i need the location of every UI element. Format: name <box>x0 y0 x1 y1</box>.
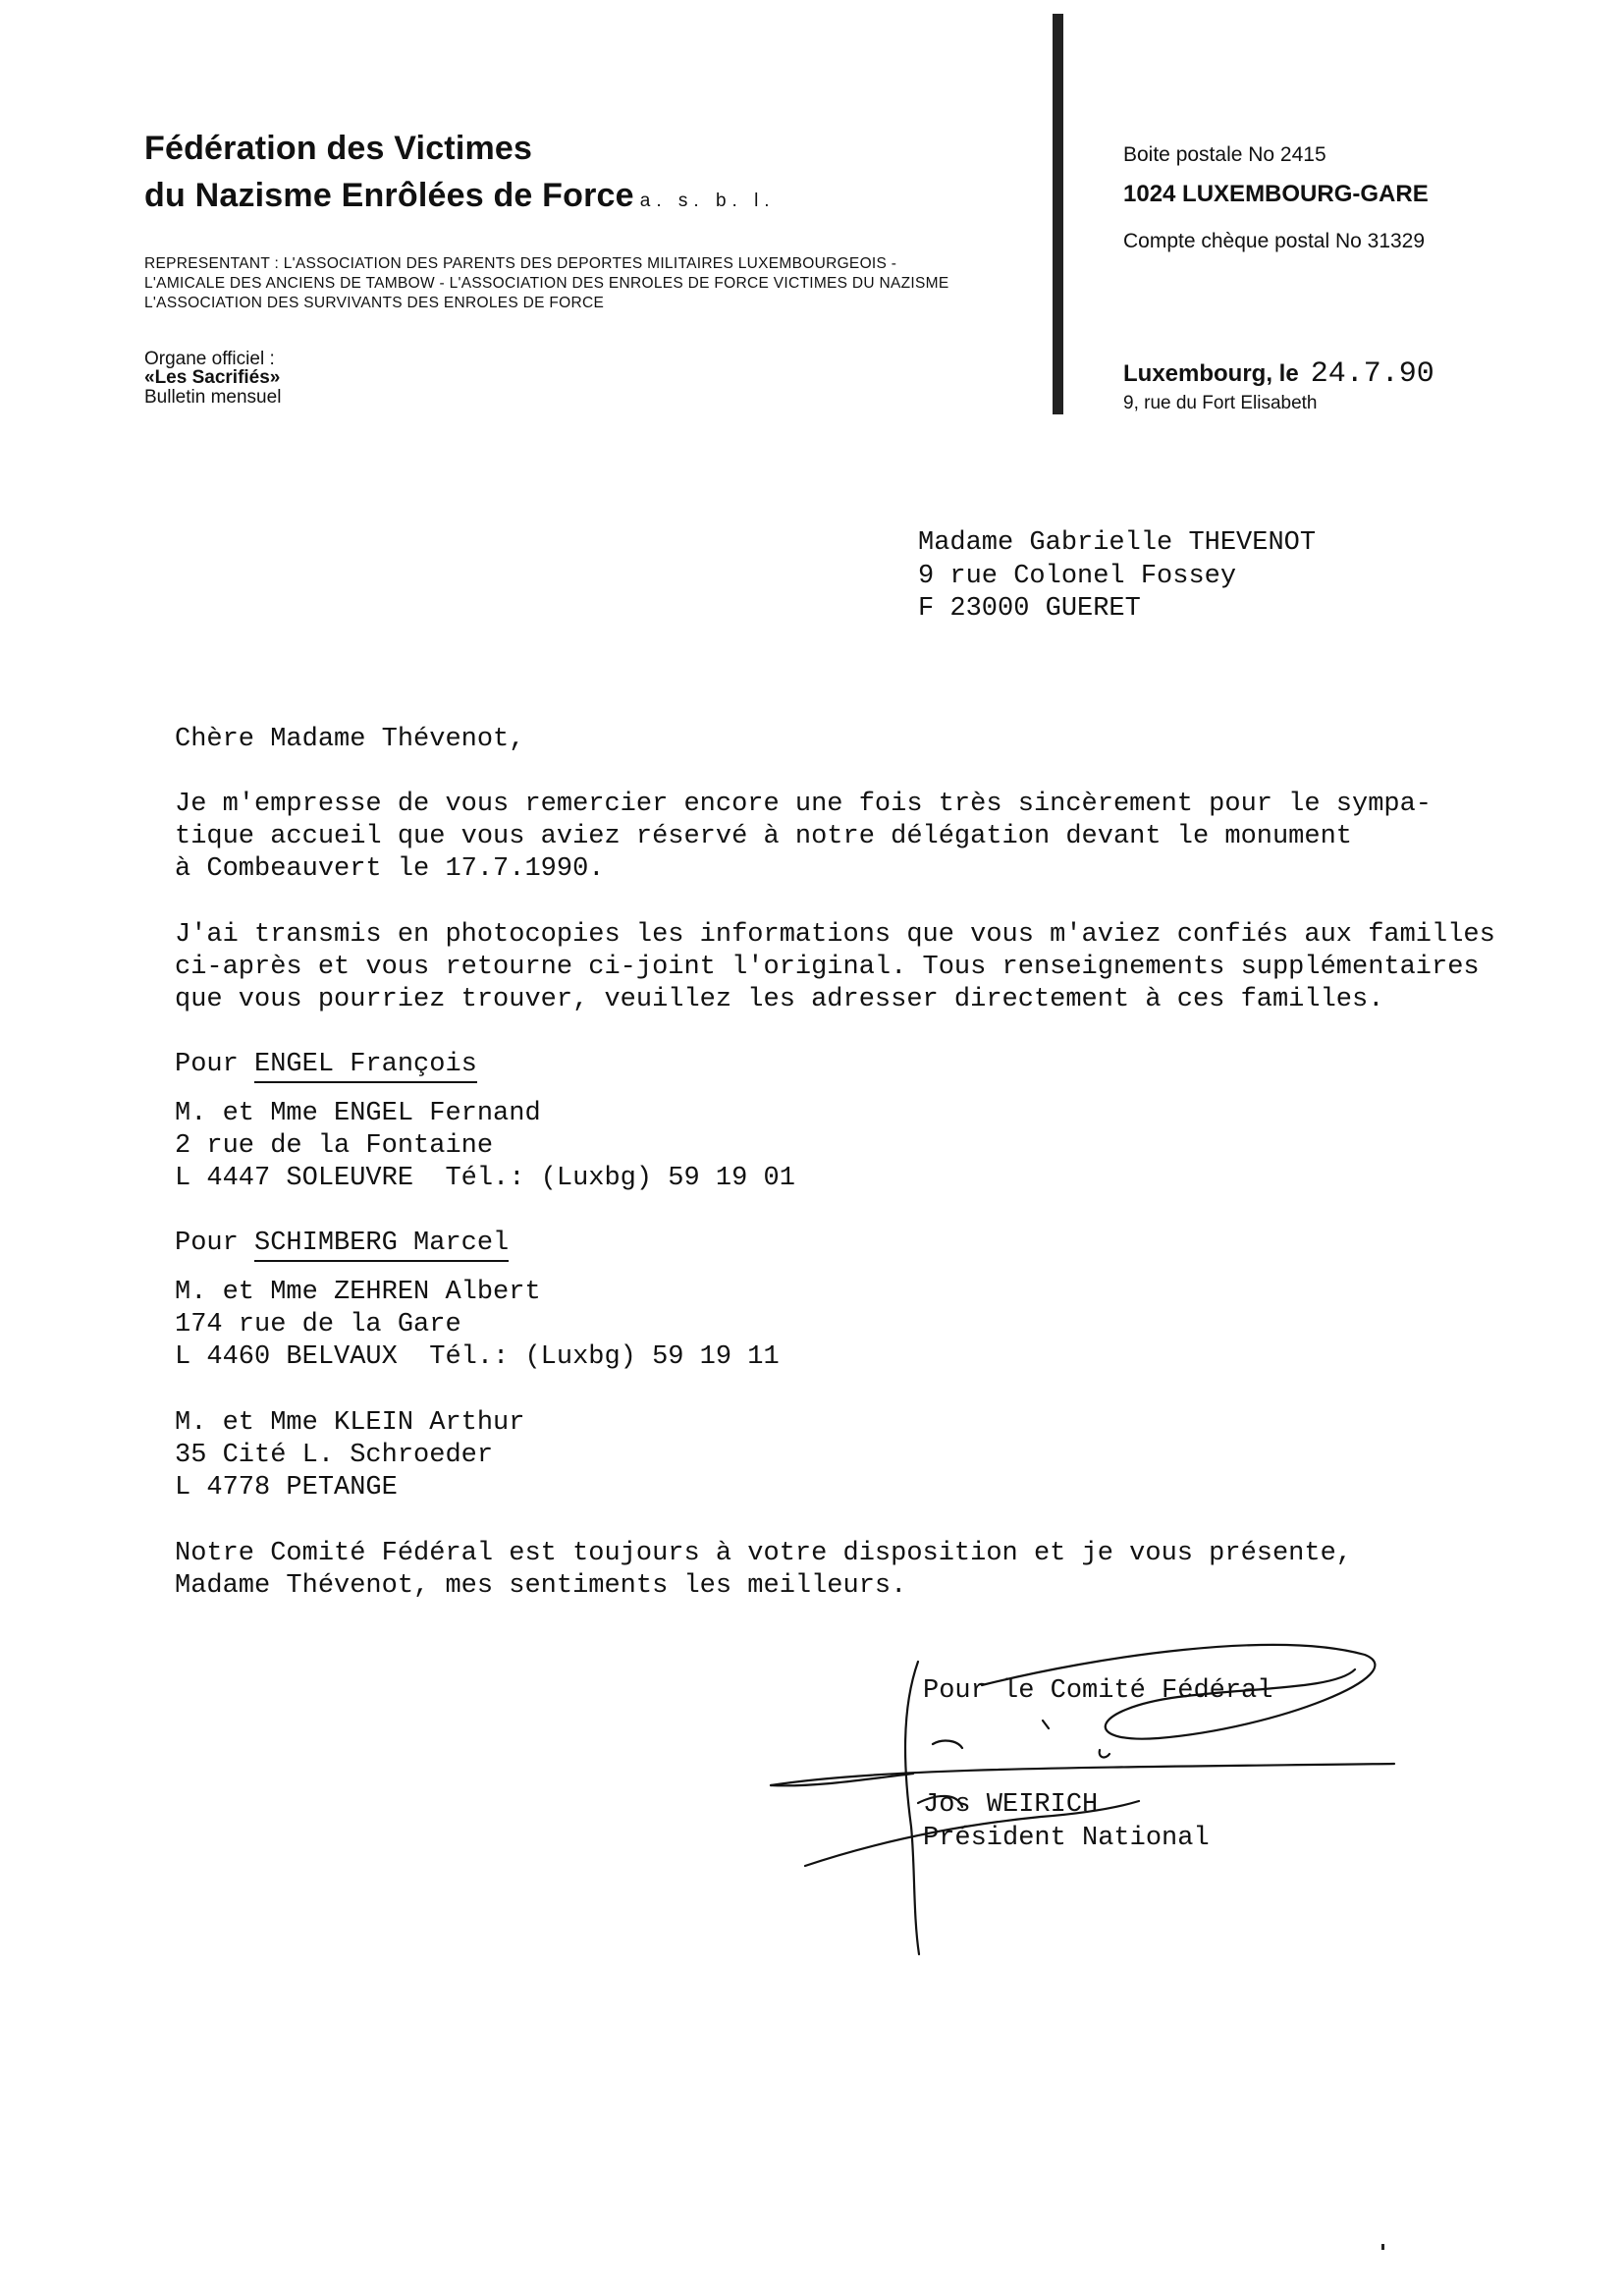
family1-line3: L 4447 SOLEUVRE Tél.: (Luxbg) 59 19 01 <box>175 1164 795 1193</box>
family1-line1: M. et Mme ENGEL Fernand <box>175 1099 541 1128</box>
person-1: ENGEL François <box>254 1050 477 1083</box>
paragraph2-line3: que vous pourriez trouver, veuillez les adresser directement à ces familles. <box>175 985 1384 1014</box>
po-city: 1024 LUXEMBOURG-GARE <box>1123 181 1429 207</box>
organe-name: «Les Sacrifiés» <box>144 367 281 388</box>
office-street: 9, rue du Fort Elisabeth <box>1123 393 1318 413</box>
organe-label: Organe officiel : <box>144 349 275 369</box>
salutation: Chère Madame Thévenot, <box>175 725 525 754</box>
family1-line2: 2 rue de la Fontaine <box>175 1131 494 1161</box>
organization-name-line1: Fédération des Victimes <box>144 130 533 167</box>
representation-line1: REPRESENTANT : L'ASSOCIATION DES PARENTS DES DEPORTES MILITAIRES LUXEMBOURGEOIS - <box>144 255 897 272</box>
representation-line2: L'AMICALE DES ANCIENS DE TAMBOW - L'ASSOCIATION DES ENROLES DE FORCE VICTIMES DU NAZISME <box>144 275 949 292</box>
organization-name-line2-text: du Nazisme Enrôlées de Force <box>144 177 634 214</box>
closing-line2: Madame Thévenot, mes sentiments les meilleurs. <box>175 1571 907 1601</box>
paragraph1-line1: Je m'empresse de vous remercier encore une fois très sincèrement pour le sympa- <box>175 790 1433 819</box>
pour-label-2: Pour <box>175 1229 239 1258</box>
recipient-street: 9 rue Colonel Fossey <box>918 562 1237 591</box>
family3-line2: 35 Cité L. Schroeder <box>175 1441 494 1470</box>
family2-line1: M. et Mme ZEHREN Albert <box>175 1278 541 1307</box>
organization-legal-suffix: a. s. b. l. <box>639 191 776 211</box>
signatory-name: Jos WEIRICH <box>923 1790 1099 1820</box>
letter-date: 24.7.90 <box>1310 357 1434 391</box>
recipient-city: F 23000 GUERET <box>918 594 1141 624</box>
paragraph1-line3: à Combeauvert le 17.7.1990. <box>175 854 605 884</box>
signatory-title: Président National <box>923 1824 1210 1853</box>
place-label: Luxembourg, le <box>1123 360 1299 387</box>
organe-description: Bulletin mensuel <box>144 387 282 408</box>
family2-line2: 174 rue de la Gare <box>175 1310 461 1339</box>
po-box: Boite postale No 2415 <box>1123 143 1326 166</box>
family3-line3: L 4778 PETANGE <box>175 1473 398 1503</box>
family3-line1: M. et Mme KLEIN Arthur <box>175 1408 525 1438</box>
scan-speck <box>1381 2244 1384 2250</box>
signature-for-line: Pour le Comité Fédéral <box>923 1676 1273 1706</box>
pour-label-1: Pour <box>175 1050 239 1079</box>
paragraph2-line2: ci-après et vous retourne ci-joint l'original. Tous renseignements supplémentaires <box>175 953 1480 982</box>
recipient-name: Madame Gabrielle THEVENOT <box>918 528 1317 558</box>
paragraph2-line1: J'ai transmis en photocopies les informations que vous m'aviez confiés aux familles <box>175 920 1495 950</box>
person-2: SCHIMBERG Marcel <box>254 1229 509 1262</box>
family2-line3: L 4460 BELVAUX Tél.: (Luxbg) 59 19 11 <box>175 1342 780 1372</box>
representation-line3: L'ASSOCIATION DES SURVIVANTS DES ENROLES DE FORCE <box>144 295 605 311</box>
closing-line1: Notre Comité Fédéral est toujours à votre disposition et je vous présente, <box>175 1539 1352 1568</box>
postal-account: Compte chèque postal No 31329 <box>1123 230 1426 252</box>
paragraph1-line2: tique accueil que vous aviez réservé à notre délégation devant le monument <box>175 822 1352 851</box>
